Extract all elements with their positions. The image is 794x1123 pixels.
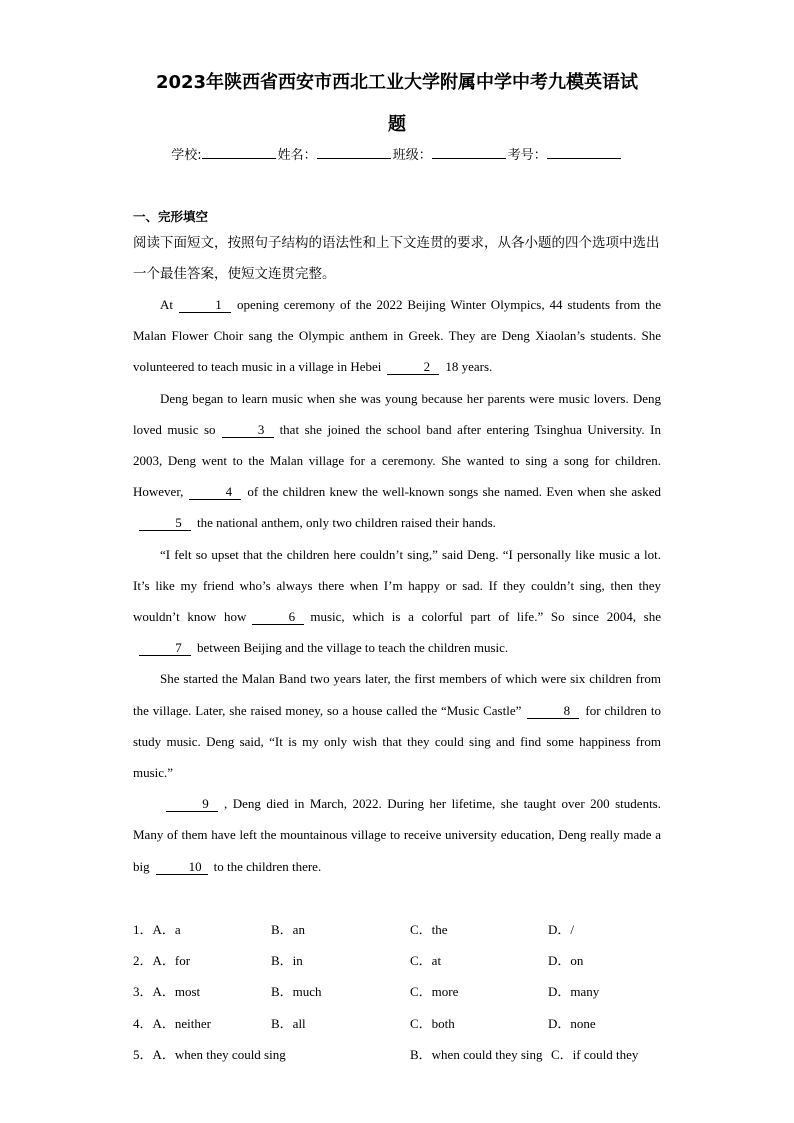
option-4b[interactable]: B．all <box>271 1015 306 1031</box>
blank-4: 4 <box>189 485 241 500</box>
option-1c[interactable]: C．the <box>410 922 448 937</box>
question-3-options <box>133 976 661 1007</box>
paragraph-5 <box>133 788 661 882</box>
class-label: 班级： <box>392 148 432 163</box>
text-run: music, which is a colorful part of life.” So since 2004, she <box>310 609 661 625</box>
text-run: opening ceremony of the 2022 Beijing Winter Olympics, 44 students from the Malan Flower Choir sang the Olympic anthem in Greek. They are Deng Xiaolan’s students. She volunteered to teach music in a village in Hebei <box>133 297 661 375</box>
student-info-line <box>0 144 794 163</box>
blank-10: 10 <box>156 860 208 875</box>
blank-3: 3 <box>222 423 274 438</box>
blank-9: 9 <box>166 797 218 812</box>
blank-8: 8 <box>527 704 579 719</box>
text-run: of the children knew the well-known songs she named. Even when she asked <box>247 484 661 500</box>
option-5a[interactable]: 5．A．when they could sing <box>133 1046 286 1062</box>
paragraph-2 <box>133 383 661 539</box>
text-run: , Deng died in March, 2022. During her lifetime, she taught over 200 students. Many of them have left the mountainous village to receive university education, Deng really made a big <box>133 796 661 874</box>
paragraph-3 <box>133 539 661 664</box>
exam-no-label: 考号： <box>507 148 547 163</box>
option-5b[interactable]: B．when could they sing <box>410 1046 543 1062</box>
paragraph-4 <box>133 663 661 788</box>
text-run: 18 years. <box>445 359 493 375</box>
blank-1: 1 <box>179 298 231 313</box>
option-5c[interactable]: C．if could they <box>551 1046 639 1062</box>
option-2c[interactable]: C．at <box>410 953 442 969</box>
school-blank[interactable] <box>202 146 276 159</box>
option-2a[interactable]: 2．A．for <box>133 953 191 969</box>
answer-options <box>133 914 661 1070</box>
name-label: 姓名： <box>277 148 317 163</box>
text-run: the national anthem, only two children raised their hands. <box>197 515 496 531</box>
option-1d[interactable]: D．/ <box>548 922 575 937</box>
name-blank[interactable] <box>317 146 391 159</box>
blank-7: 7 <box>139 641 191 656</box>
class-blank[interactable] <box>432 146 506 159</box>
document-title: 2023年陕西省西安市西北工业大学附属中学中考九模英语试 <box>155 72 639 93</box>
question-2-options <box>133 945 661 976</box>
option-3a[interactable]: 3．A．most <box>133 984 201 1000</box>
option-4c[interactable]: C．both <box>410 1015 455 1031</box>
text-run: to the children there. <box>213 858 322 874</box>
option-4a[interactable]: 4．A．neither <box>133 1015 211 1031</box>
paragraph-1 <box>133 289 661 383</box>
option-3d[interactable]: D．many <box>548 984 600 1000</box>
option-3b[interactable]: B．much <box>271 984 322 1000</box>
question-1-options <box>133 914 661 945</box>
question-5-options <box>133 1039 661 1070</box>
option-1a[interactable]: 1．A．a <box>133 922 181 937</box>
blank-6: 6 <box>252 610 304 625</box>
text-run: that she joined the school band after entering Tsinghua University. In 2003, Deng went to the Malan village for a ceremony. She wanted to sing a song for children. However, <box>133 421 662 500</box>
text-run: Deng began to learn music when she was young because her parents were music lovers. Deng loved music so <box>133 390 661 437</box>
option-3c[interactable]: C．more <box>410 984 459 1000</box>
text-run: between Beijing and the village to teach the children music. <box>197 640 509 656</box>
cloze-passage <box>133 289 661 882</box>
blank-5: 5 <box>139 516 191 531</box>
text-run: “I felt so upset that the children here couldn’t sing,” said Deng. “I personally like music a lot. It’s like my friend who’s always there when I’m happy or sad. If they couldn’t sing, then they wouldn’t know how <box>133 546 661 625</box>
document-title-continued: 题 <box>388 114 406 135</box>
text-run: At <box>160 297 173 312</box>
school-label: 学校: <box>171 148 202 163</box>
section-instruction: 阅读下面短文，按照句子结构的语法性和上下文连贯的要求，从各小题的四个选项中选出一个最佳答案，使短文连贯完整。 <box>133 235 660 282</box>
blank-2: 2 <box>387 360 439 375</box>
text-run: She started the Malan Band two years later, the first members of which were six children from the village. Later, she raised money, so a house called the “Music Castle” <box>133 671 661 718</box>
exam-no-blank[interactable] <box>547 146 621 159</box>
option-1b[interactable]: B．an <box>271 922 305 937</box>
section-heading: 一、完形填空 <box>133 209 209 224</box>
option-2d[interactable]: D．on <box>548 953 584 969</box>
question-4-options <box>133 1008 661 1039</box>
text-run: for children to study music. Deng said, “It is my only wish that they could sing and find some happiness from music.” <box>133 702 661 781</box>
option-2b[interactable]: B．in <box>271 953 303 969</box>
option-4d[interactable]: D．none <box>548 1015 596 1031</box>
